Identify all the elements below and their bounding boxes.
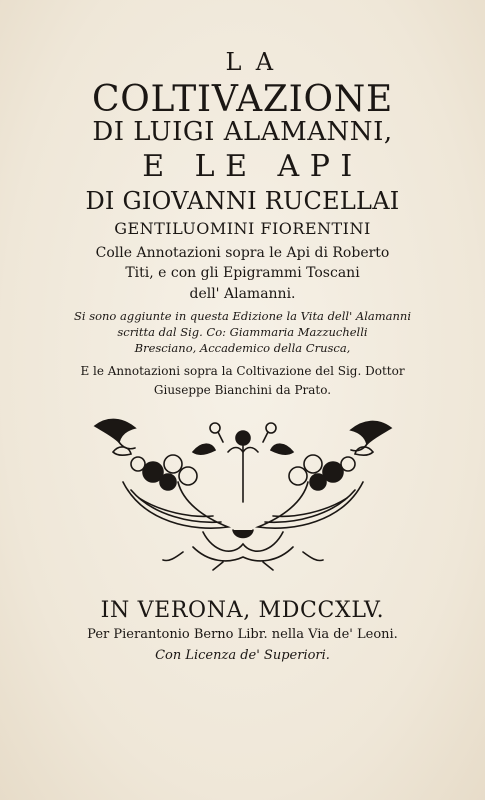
annotations-line-1: E le Annotazioni sopra la Coltivazione del Sig. Dottor [80, 364, 405, 378]
imprint-publisher: Per Pierantonio Berno Libr. nella Via de' Leoni. [87, 627, 398, 642]
author-luigi-alamanni: DI LUIGI ALAMANNI, [92, 117, 393, 147]
author-giovanni-rucellai: DI GIOVANNI RUCELLAI [85, 187, 400, 215]
imprint-place-date: IN VERONA, MDCCXLV. [100, 598, 385, 623]
title-la: LA [225, 48, 288, 76]
addition-line-2: scritta dal Sig. Co: Giammaria Mazzuchelli [117, 325, 368, 339]
subtitle-line-2: Titi, e con gli Epigrammi Toscani [125, 265, 360, 281]
title-le-api: E LE API [142, 149, 363, 184]
subtitle-line-3: dell' Alamanni. [189, 286, 296, 302]
addition-line-1: Si sono aggiunte in questa Edizione la Vita dell' Alamanni [73, 309, 412, 323]
title-coltivazione: COLTIVAZIONE [92, 79, 393, 120]
annotations-line-2: Giuseppe Bianchini da Prato. [153, 383, 332, 397]
floral-basket-with-birds-icon [83, 412, 403, 572]
authors-origin: GENTILUOMINI FIORENTINI [114, 219, 371, 238]
subtitle-line-1: Colle Annotazioni sopra le Api di Roberto [95, 245, 390, 261]
addition-line-3: Bresciano, Accademico della Crusca, [134, 341, 351, 355]
imprint-license: Con Licenza de' Superiori. [155, 648, 330, 663]
